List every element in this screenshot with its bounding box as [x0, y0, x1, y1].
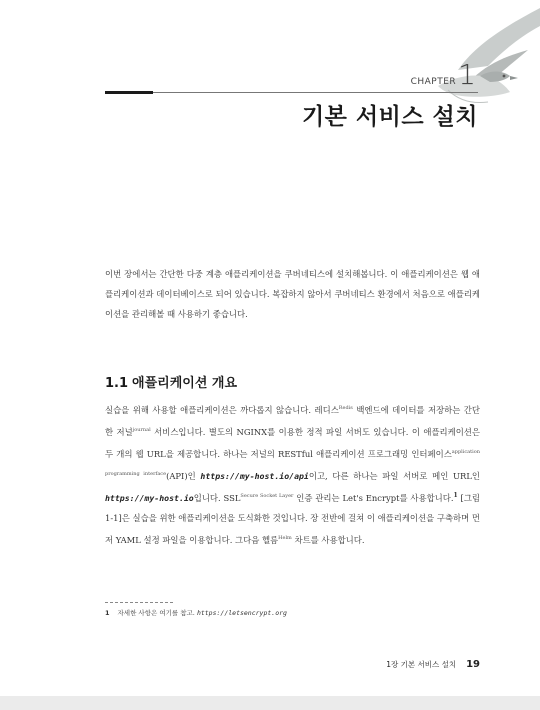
section-title: 애플리케이션 개요 — [132, 376, 238, 391]
section-heading — [105, 372, 237, 391]
chapter-rule-line — [153, 92, 478, 93]
code-main-url: https://my-host.io — [105, 493, 194, 503]
footnote-number: 1 — [105, 609, 110, 617]
section-paragraph — [105, 398, 480, 550]
text-run: 서비스입니다. 별도의 NGINX를 이용한 정적 파일 서버도 있습니다. 이 애플리케이션은 두 개의 웹 URL을 제공합니다. 하나는 저널의 RESTful 애플리케이션 프로그래밍 인터페이스 — [105, 427, 480, 459]
footnote — [105, 608, 287, 617]
footnote-divider — [105, 602, 173, 603]
superscript-redis: Redis — [338, 405, 353, 411]
superscript-ssl: Secure Socket Layer — [240, 493, 294, 499]
bird-illustration — [418, 0, 540, 110]
superscript-api: application programming interface — [105, 449, 480, 477]
text-run: [그림 1-1]은 실습을 위한 애플리케이션을 도식화한 것입니다. 장 전반에 걸쳐 이 애플리케이션을 구축하며 먼저 YAML 설정 파일을 이용합니다. 그다음 헬름 — [105, 493, 481, 545]
chapter-word: CHAPTER — [410, 77, 457, 87]
section-number: 1.1 — [105, 376, 129, 391]
footnote-url[interactable]: https://letsencrypt.org — [196, 609, 287, 617]
code-api-url: https://my-host.io/api — [200, 471, 309, 481]
chapter-title: 기본 서비스 설치 — [301, 104, 478, 130]
superscript-helm: Helm — [278, 535, 292, 541]
chapter-label — [411, 58, 476, 91]
chapter-number: 1 — [458, 58, 476, 91]
footer-chapter-title: 1장 기본 서비스 설치 — [386, 660, 457, 669]
page-number: 19 — [466, 659, 480, 670]
chapter-rule-bar — [105, 91, 153, 94]
page-footer — [386, 652, 480, 671]
text-run: (API)인 — [166, 471, 201, 481]
text-run: 입니다. SSL — [193, 493, 241, 503]
text-run: 인증 관리는 Let's Encrypt를 사용합니다. — [293, 493, 454, 503]
footnote-text: 자세한 사항은 여기를 참고. — [117, 609, 197, 617]
text-run: 차트를 사용합니다. — [291, 535, 365, 545]
text-run: 실습을 위해 사용할 애플리케이션은 까다롭지 않습니다. 레디스 — [105, 405, 339, 415]
text-run: 이고, 다른 하나는 파일 서버로 메인 URL인 — [308, 471, 480, 481]
intro-paragraph: 이번 장에서는 간단한 다중 계층 애플리케이션을 쿠버네티스에 설치해봅니다. 이 애플리케이션은 웹 애플리케이션과 데이터베이스로 되어 있습니다. 복잡하지 않아서 쿠버네티스 환경에서 처음으로 애플리케이션을 관리해볼 때 사용하기 좋습니다. — [105, 269, 480, 319]
text-run: 백엔드에 데이터를 저장하는 간단한 저널 — [105, 405, 480, 437]
footnote-reference[interactable]: 1 — [453, 492, 458, 499]
superscript-journal: journal — [132, 427, 151, 433]
